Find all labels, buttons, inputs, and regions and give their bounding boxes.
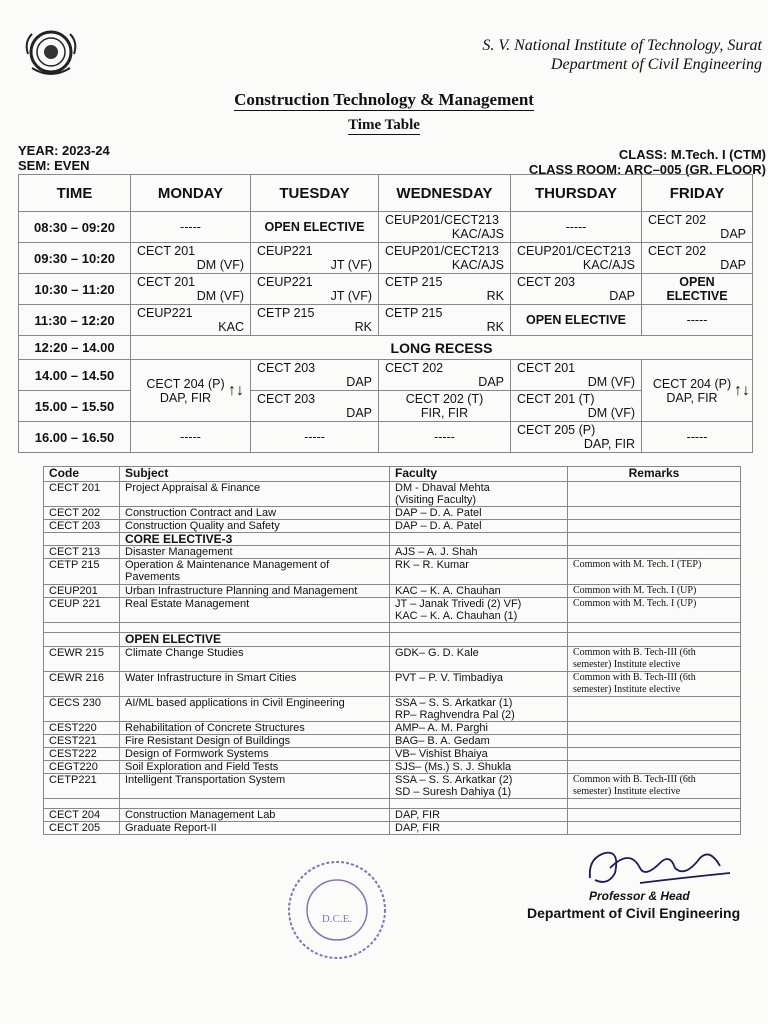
timetable-row [19,212,753,243]
timetable-row [19,305,753,336]
course-row [44,520,741,533]
institute-name: S. V. National Institute of Technology, Surat [482,37,762,54]
course-remarks [568,748,741,761]
course-faculty [390,799,568,809]
cell-wed: CEUP201/CECT213 KAC/AJS [379,212,511,243]
course-subject: Water Infrastructure in Smart Cities [120,672,390,697]
course-code: CEUP 221 [44,598,120,623]
course-row [44,533,741,546]
department-stamp [285,858,390,963]
course-remarks [568,809,741,822]
course-subject: Urban Infrastructure Planning and Management [120,585,390,598]
institute-header [482,36,762,74]
course-subject: Soil Exploration and Field Tests [120,761,390,774]
course-subject: Construction Management Lab [120,809,390,822]
course-row [44,672,741,697]
faculty-line: KAC – K. A. Chauhan [395,585,501,597]
course-code: CEGT220 [44,761,120,774]
course-subject [120,623,390,633]
timetable [18,174,753,453]
faculty-line: JT – Janak Trivedi (2) VF) [395,598,522,610]
long-recess: LONG RECESS [131,336,753,360]
faculty-line: VB– Vishist Bhaiya [395,748,488,760]
course-row [44,722,741,735]
course-table [43,466,741,835]
course-row [44,697,741,722]
course-remarks [568,533,741,546]
course-code: CEWR 216 [44,672,120,697]
cell-thu: CEUP201/CECT213 KAC/AJS [511,243,642,274]
course-remarks: Common with M. Tech. I (UP) [568,585,741,598]
col-header-friday: FRIDAY [642,175,753,212]
cell-mon: CEUP221 KAC [131,305,251,336]
course-row [44,774,741,799]
timetable-row [19,243,753,274]
cell-fri: OPEN ELECTIVE [642,274,753,305]
cell-wed: CETP 215 RK [379,305,511,336]
course-faculty [390,822,568,835]
cell-wed: CETP 215 RK [379,274,511,305]
course-row [44,809,741,822]
class-label: CLASS: M.Tech. I (CTM) [618,147,766,162]
faculty-line: AMP– A. M. Parghi [395,722,488,734]
cell-thu: OPEN ELECTIVE [511,305,642,336]
cell-thu: ----- [511,212,642,243]
course-code [44,623,120,633]
course-subject [120,799,390,809]
course-remarks [568,722,741,735]
course-subject: Fire Resistant Design of Buildings [120,735,390,748]
course-faculty [390,647,568,672]
course-faculty [390,520,568,533]
cell-mon: ----- [131,422,251,453]
course-subject: Project Appraisal & Finance [120,482,390,507]
course-subject: Real Estate Management [120,598,390,623]
time-slot: 10:30 – 11:20 [19,274,131,305]
course-row [44,633,741,647]
faculty-line: SJS– (Ms.) S. J. Shukla [395,761,512,773]
course-remarks [568,633,741,647]
course-code: CETP 215 [44,559,120,585]
faculty-line: DAP – D. A. Patel [395,520,482,532]
course-subject: Graduate Report-II [120,822,390,835]
cell-wed: CECT 202 (T) FIR, FIR [379,391,511,422]
year-sem-info [18,143,110,173]
course-faculty [390,633,568,647]
faculty-line: AJS – A. J. Shah [395,546,478,558]
cell-mon: ----- [131,212,251,243]
course-subject: Disaster Management [120,546,390,559]
course-row [44,598,741,623]
time-slot: 12:20 – 14.00 [19,336,131,360]
cell-wed: CECT 202 DAP [379,360,511,391]
course-subject: Rehabilitation of Concrete Structures [120,722,390,735]
course-faculty [390,585,568,598]
course-faculty [390,672,568,697]
cell-thu: CECT 201 (T) DM (VF) [511,391,642,422]
course-faculty [390,559,568,585]
course-code [44,799,120,809]
faculty-line: KAC – K. A. Chauhan (1) [395,610,518,622]
course-code: CECT 201 [44,482,120,507]
course-code: CECT 213 [44,546,120,559]
faculty-line: RK – R. Kumar [395,559,469,571]
course-faculty [390,735,568,748]
course-faculty [390,774,568,799]
course-subject: Intelligent Transportation System [120,774,390,799]
course-code: CECT 204 [44,809,120,822]
classroom-label: CLASS ROOM: ARC–005 (GR. FLOOR) [528,162,766,177]
col-header-subject: Subject [120,467,390,482]
faculty-line: RP– Raghvendra Pal (2) [395,709,515,721]
cell-tue: CECT 203 DAP [251,391,379,422]
course-faculty [390,507,568,520]
course-remarks [568,735,741,748]
course-code: CEUP201 [44,585,120,598]
course-remarks [568,482,741,507]
span-arrow-icon: ↑↓ [734,381,750,399]
faculty-line: DM - Dhaval Mehta [395,482,490,494]
cell-wed: ----- [379,422,511,453]
faculty-line: SSA – S. S. Arkatkar (2) [395,774,513,786]
course-code: CEWR 215 [44,647,120,672]
time-slot: 14.00 – 14.50 [19,360,131,391]
cell-thu: CECT 201 DM (VF) [511,360,642,391]
course-remarks: Common with B. Tech-III (6th semester) Institute elective [568,647,741,672]
course-row [44,748,741,761]
cell-fri: CECT 202 DAP [642,243,753,274]
faculty-line: SD – Suresh Dahiya (1) [395,786,512,798]
course-code: CECT 203 [44,520,120,533]
course-faculty [390,598,568,623]
course-remarks [568,507,741,520]
cell-thu: CECT 203 DAP [511,274,642,305]
cell-fri: CECT 202 DAP [642,212,753,243]
course-remarks: Common with M. Tech. I (TEP) [568,559,741,585]
course-remarks [568,520,741,533]
course-code [44,633,120,647]
course-subject: Design of Formwork Systems [120,748,390,761]
cell-tue: CEUP221 JT (VF) [251,274,379,305]
faculty-line: DAP, FIR [395,822,441,834]
course-subject: AI/ML based applications in Civil Engineering [120,697,390,722]
course-code: CEST222 [44,748,120,761]
timetable-row [19,360,753,391]
course-row [44,559,741,585]
course-faculty [390,761,568,774]
faculty-line: BAG– B. A. Gedam [395,735,490,747]
course-header-row [44,467,741,482]
course-row [44,623,741,633]
stamp-text: D.C.E. [321,913,353,925]
course-remarks [568,623,741,633]
timetable-row [19,336,753,360]
course-row [44,822,741,835]
page-title: Construction Technology & Management [234,90,534,109]
course-remarks [568,697,741,722]
cell-fri: ----- [642,305,753,336]
course-subject: Construction Contract and Law [120,507,390,520]
cell-tue: OPEN ELECTIVE [251,212,379,243]
time-slot: 08:30 – 09:20 [19,212,131,243]
course-row [44,761,741,774]
course-subject: Operation & Maintenance Management of Pavements [120,559,390,585]
faculty-line: SSA – S. S. Arkatkar (1) [395,697,513,709]
cell-mon: CECT 201 DM (VF) [131,274,251,305]
timetable-row [19,422,753,453]
cell-mon-lab: CECT 204 (P) DAP, FIR ↑↓ [131,360,251,422]
department-name: Department of Civil Engineering [550,56,762,73]
col-header-thursday: THURSDAY [511,175,642,212]
course-faculty [390,482,568,507]
course-remarks: Common with M. Tech. I (UP) [568,598,741,623]
col-header-remarks: Remarks [568,467,741,482]
course-faculty [390,623,568,633]
col-header-wednesday: WEDNESDAY [379,175,511,212]
page-subtitle: Time Table [348,117,420,133]
course-remarks: Common with B. Tech-III (6th semester) Institute elective [568,672,741,697]
course-code [44,533,120,546]
sem-label: SEM: EVEN [18,158,90,173]
class-info [529,147,766,177]
year-label: YEAR: 2023-24 [18,143,110,158]
course-code: CETP221 [44,774,120,799]
faculty-line: PVT – P. V. Timbadiya [395,672,504,684]
timetable-header-row [19,175,753,212]
signatory-department: Department of Civil Engineering [527,905,741,921]
cell-fri-lab: CECT 204 (P) DAP, FIR ↑↓ [642,360,753,422]
course-row [44,507,741,520]
course-remarks [568,761,741,774]
time-slot: 11:30 – 12:20 [19,305,131,336]
timetable-row [19,274,753,305]
col-header-time: TIME [19,175,131,212]
course-code: CEST221 [44,735,120,748]
course-remarks: Common with B. Tech-III (6th semester) Institute elective [568,774,741,799]
course-remarks [568,822,741,835]
course-code: CECT 205 [44,822,120,835]
col-header-code: Code [44,467,120,482]
course-remarks [568,546,741,559]
course-code: CEST220 [44,722,120,735]
cell-mon: CECT 201 DM (VF) [131,243,251,274]
time-slot: 16.00 – 16.50 [19,422,131,453]
designation: Professor & Head [589,889,690,903]
col-header-monday: MONDAY [131,175,251,212]
course-faculty [390,722,568,735]
course-remarks [568,799,741,809]
faculty-line: GDK– G. D. Kale [395,647,479,659]
cell-fri: ----- [642,422,753,453]
cell-thu: CECT 205 (P) DAP, FIR [511,422,642,453]
course-row [44,546,741,559]
course-faculty [390,697,568,722]
course-code: CECT 202 [44,507,120,520]
span-arrow-icon: ↑↓ [228,381,244,399]
faculty-line: DAP, FIR [395,809,441,821]
cell-tue: CECT 203 DAP [251,360,379,391]
time-slot: 09:30 – 10:20 [19,243,131,274]
course-subject: Climate Change Studies [120,647,390,672]
course-subject: Construction Quality and Safety [120,520,390,533]
course-code: CECS 230 [44,697,120,722]
course-faculty [390,533,568,546]
course-row [44,647,741,672]
faculty-line: DAP – D. A. Patel [395,507,482,519]
col-header-faculty: Faculty [390,467,568,482]
col-header-tuesday: TUESDAY [251,175,379,212]
section-heading: CORE ELECTIVE-3 [120,533,390,546]
course-faculty [390,809,568,822]
cell-tue: CETP 215 RK [251,305,379,336]
section-heading: OPEN ELECTIVE [120,633,390,647]
faculty-line: (Visiting Faculty) [395,494,477,506]
course-row [44,585,741,598]
time-slot: 15.00 – 15.50 [19,391,131,422]
cell-tue: CEUP221 JT (VF) [251,243,379,274]
course-row [44,482,741,507]
course-faculty [390,748,568,761]
cell-wed: CEUP201/CECT213 KAC/AJS [379,243,511,274]
institute-logo [22,28,80,78]
cell-tue: ----- [251,422,379,453]
course-faculty [390,546,568,559]
course-row [44,799,741,809]
course-row [44,735,741,748]
